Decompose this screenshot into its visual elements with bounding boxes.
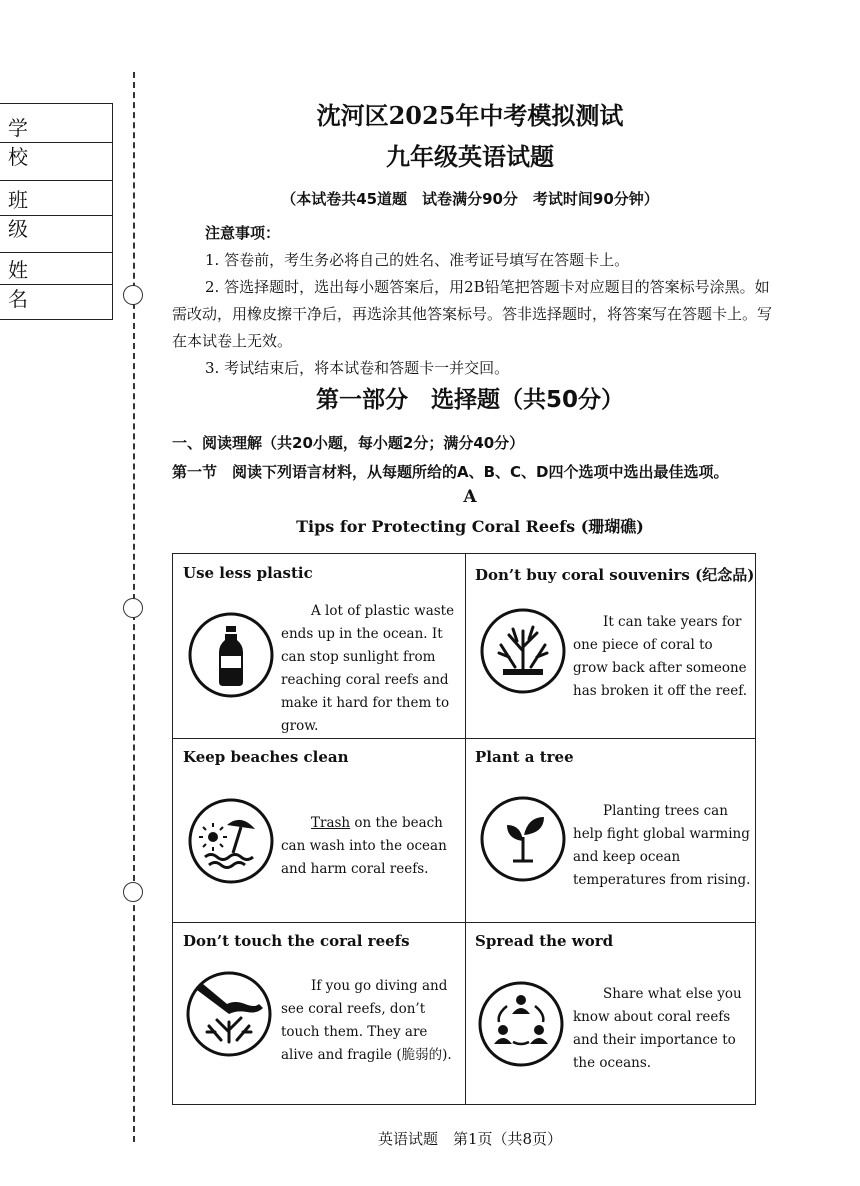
tip-text: Planting trees can help fight global warming and keep ocean temperatures from rising. xyxy=(573,803,751,888)
school-label: 学校 xyxy=(8,116,28,169)
beach-umbrella-icon xyxy=(187,797,275,885)
tip-title: Spread the word xyxy=(475,932,614,950)
binding-hole-icon xyxy=(123,882,143,902)
tip-title: Use less plastic xyxy=(183,564,313,582)
hand-coral-icon xyxy=(185,970,273,1058)
underlined-word: Trash xyxy=(311,815,351,831)
exam-info: （本试卷共45道题 试卷满分90分 考试时间90分钟） xyxy=(281,190,659,208)
note-item: 3. 考试结束后，将本试卷和答题卡一并交回。 xyxy=(205,359,510,377)
sprout-icon xyxy=(479,795,567,883)
info-divider xyxy=(0,180,112,181)
tip-cell-plastic xyxy=(173,554,465,738)
binding-hole-icon xyxy=(123,598,143,618)
people-network-icon xyxy=(477,980,565,1068)
passage-letter: A xyxy=(463,487,477,507)
binding-hole-icon xyxy=(123,285,143,305)
tip-cell-spread xyxy=(465,922,757,1106)
info-divider xyxy=(0,252,112,253)
tip-text: A lot of plastic waste ends up in the ocean. It can stop sunlight from reaching coral reefs and make it hard for them to grow. xyxy=(281,603,455,734)
note-item: 1. 答卷前，考生务必将自己的姓名、准考证号填写在答题卡上。 xyxy=(205,251,630,269)
subsection-heading: 第一节 阅读下列语言材料，从每题所给的A、B、C、D四个选项中选出最佳选项。 xyxy=(172,463,729,481)
name-label: 姓名 xyxy=(8,258,28,311)
coral-icon xyxy=(479,607,567,695)
tip-text: If you go diving and see coral reefs, don’t touch them. They are alive and fragile (脆弱的). xyxy=(281,978,452,1063)
note-item: 2. 答选择题时，选出每小题答案后，用2B铅笔把答题卡对应题目的答案标号涂黑。如需改动，用橡皮擦干净后，再选涂其他答案标号。答非选择题时，将答案写在答题卡上。写在本试卷上无效。 xyxy=(172,278,773,350)
tip-cell-touch xyxy=(173,922,465,1106)
passage-title: Tips for Protecting Coral Reefs (珊瑚礁) xyxy=(296,517,644,536)
tip-cell-tree xyxy=(465,738,757,922)
tip-text: Share what else you know about coral reefs and their importance to the oceans. xyxy=(573,986,742,1071)
tip-text: Trash on the beach can wash into the ocean and harm coral reefs. xyxy=(281,815,447,877)
exam-title: 沈河区2025年中考模拟测试 xyxy=(316,101,624,130)
notes-heading: 注意事项： xyxy=(205,224,281,242)
section-heading: 一、阅读理解（共20小题，每小题2分；满分40分） xyxy=(172,434,525,452)
tip-text: It can take years for one piece of coral to grow back after someone has broken it off the reef. xyxy=(573,614,748,699)
exam-subtitle: 九年级英语试题 xyxy=(386,142,554,171)
tip-cell-souvenirs xyxy=(465,554,757,738)
plastic-bottle-icon xyxy=(187,611,275,699)
tip-cell-beaches xyxy=(173,738,465,922)
tip-title: Keep beaches clean xyxy=(183,748,349,766)
tips-table xyxy=(172,553,756,1105)
class-label: 班级 xyxy=(8,188,28,241)
page-footer: 英语试题 第1页（共8页） xyxy=(377,1130,563,1148)
student-info-box xyxy=(0,103,113,320)
part-title: 第一部分 选择题（共50分） xyxy=(315,387,624,413)
tip-title: Don’t touch the coral reefs xyxy=(183,932,410,950)
tip-title: Plant a tree xyxy=(475,748,574,766)
notes-section xyxy=(172,220,772,382)
tip-title: Don’t buy coral souvenirs (纪念品) xyxy=(475,566,755,584)
